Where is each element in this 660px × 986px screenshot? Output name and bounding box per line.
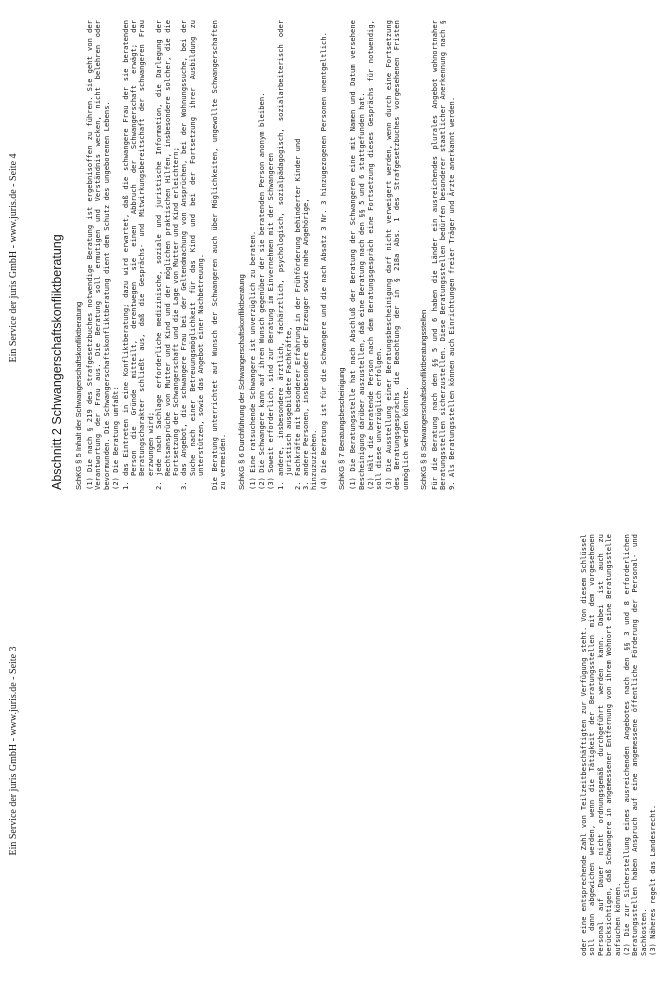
s5-item-text: das Eintreten in eine Konfliktberatung; dazu wird erwartet, daß die schwangere Frau der sie beratenden Person die Gründe mitteilt, derentwegen sie einen Abbruch der Schwangerschaft erwägt; der Beratungscharakter schließt aus, daß die Gesprächs- und Mitwirkungsbereitschaft der schwangeren Frau erzwungen wird; [120,20,155,476]
page-3 [0,516,660,986]
page-3-paragraph: (2) Die zur Sicherstellung eines ausreichenden Angebotes nach den §§ 3 und 8 erforderlichen Beratungsstellen haben Anspruch auf eine angemessene öffentliche Förderung der Personal- und Sachkosten. [622,534,648,956]
section-6-heading: SchKG § 6 Durchführung der Schwangerschaftskonfliktberatung [236,274,246,490]
page-3-header: Ein Service der juris GmbH - www.juris.de - Seite 3 [8,646,19,856]
s8-paragraph-1: Für die Beratung nach den §§ 5 und 6 haben die Länder ein ausreichendes plurales Angebot wohnortnaher Beratungsstellen sicherzustellen. Diese Beratungsstellen bedürfen besonderer staatlicher Anerkennung nach § 9. Als Beratungsstellen können auch Einrichtungen freier Träger und Ärzte anerkannt werden. [430,20,456,490]
s5-paragraph-1: (1) Die nach § 219 des Strafgesetzbuches notwendige Beratung ist ergebnisoffen zu führen. Sie geht von der Verantwortung der Frau aus. Die Beratung soll ermutigen und Verständnis wecken, nicht belehren oder bevormunden. Die Schwangerschaftskonfliktberatung dient dem Schutz des ungeborenen Lebens. [85,20,111,490]
s6-item-text: Fachkräfte mit besonderer Erfahrung in der Frühförderung behinderter Kinder und [292,138,302,476]
page-3-paragraph: oder eine entsprechende Zahl von Teilzeitbeschäftigten zur Verfügung steht. Von diesem Schlüssel soll dann abgewichen werden, wenn die Tätigkeit der Beratungsstellen mit dem vorgesehenen Personal auf Dauer nicht ordnungsgemäß durchgeführt werden kann. Dabei ist auch zu berücksichtigen, daß Schwangere in angemessener Entfernung von ihrem Wohnort eine Beratungsstelle aufsuchen können. [579,534,622,956]
s6-paragraph-2: (2) Die Schwangere kann auf ihren Wunsch gegenüber der sie beratenden Person anonym bleiben. [256,92,266,490]
s5-paragraph-3: Die Beratung unterrichtet auf Wunsch der Schwangeren auch über Möglichkeiten, ungewollte Schwangerschaften zu vermeiden. [209,20,228,490]
page-4-header: Ein Service der juris GmbH - www.juris.de - Seite 4 [8,153,19,363]
s6-item-number: 2. [292,481,302,490]
page-3-paragraph: (3) Näheres regelt das Landesrecht. [648,804,658,956]
section-title: Abschnitt 2 Schwangerschaftskonfliktberatung [50,234,64,490]
section-8-heading: SchKG § 8 Schwangerschaftskonfliktberatungsstellen [419,309,428,490]
section-5-heading: SchKG § 5 Inhalt der Schwangerschaftskonfliktberatung [74,301,83,490]
s6-item-number: 3. [300,481,310,490]
page-3-body [580,516,659,986]
s6-item-text: andere, insbesondere ärztlich, fachärztlich, psychologisch, sozialpädagogisch, sozialarbeiterisch oder juristisch ausgebildete Fachkräfte, [275,20,294,476]
s6-item [302,20,310,490]
s5-item-number: 1. [120,481,130,490]
s5-paragraph-2: (2) Die Beratung umfaßt: [111,386,121,490]
section-7-heading: SchKG § 7 Beratungsbescheinigung [337,367,347,490]
s6-item-text: andere Personen, insbesondere der Erzeuger sowie nahe Angehörige, [300,198,310,476]
s7-paragraph-3: (3) Die Ausstellung einer Beratungsbescheinigung darf nicht verweigert werden, wenn durch eine Fortsetzung des Beratungsgesprächs die Beachtung der in § 218a Abs. 1 des Strafgesetzbuches vorgesehenen Fristen unmöglich werden könnte. [383,20,410,490]
page-4-body [50,0,457,516]
s6-paragraph-5: (4) Die Beratung ist für die Schwangere und die nach Absatz 3 Nr. 3 hinzugezogenen Personen unentgeltlich. [318,31,328,490]
s5-item-number: 2. [154,481,164,490]
s7-paragraph-2: (2) Hält die beratende Person nach dem Beratungsgespräch eine Fortsetzung dieses Gesprächs für notwendig, soll diese unverzüglich erfolgen. [365,20,384,490]
s6-paragraph-3: (3) Soweit erforderlich, sind zur Beratung im Einvernehmen mit der Schwangeren [266,152,276,490]
s5-item-text: das Angebot, die schwangere Frau bei der Geltendmachung von Ansprüchen, bei der Wohnungssuche, bei der Suche nach einer Betreuungsmöglichkeit für das Kind und bei der Fortsetzung ihrer Ausbildung zu unterstützen, sowie das Angebot einer Nachbetreuung. [179,20,206,476]
s5-item [180,20,205,490]
s6-item-number: 1. [275,481,285,490]
s5-item [155,20,180,490]
s7-paragraph-1: (1) Die Beratungsstelle hat nach Abschluß der Beratung der Schwangeren eine mit Namen und Datum versehene Bescheinigung darüber auszustellen, daß eine Beratung nach den §§ 5 und 6 stattgefunden hat. [348,20,366,490]
s6-paragraph-1: (1) Eine ratsuchende Schwangere ist unverzüglich zu beraten. [247,230,257,490]
s5-item [122,20,156,490]
s6-item [277,20,294,490]
s5-item-text: jede nach Sachlage erforderliche medizinische, soziale und juristische Information, die Darlegung der Rechtsansprüche von Mutter und Kind und der möglichen praktischen Hilfen, insbesondere solcher, die die Fortsetzung der Schwangerschaft und die Lage von Mutter und Kind erleichtern; [154,20,181,476]
s6-paragraph-4: hinzuzuziehen. [309,429,319,490]
s5-item-number: 3. [179,481,189,490]
